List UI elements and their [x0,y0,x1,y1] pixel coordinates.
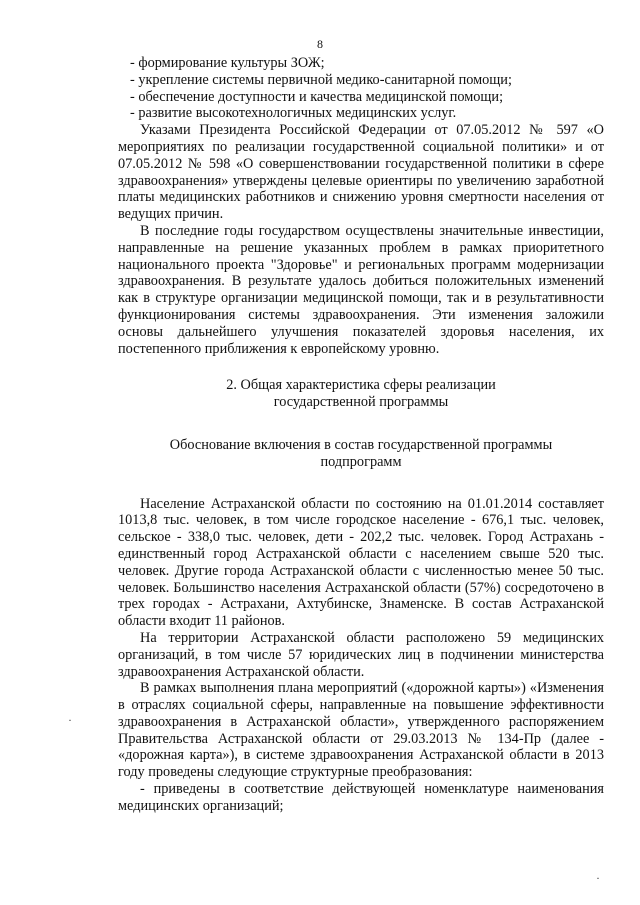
paragraph: На территории Астраханской области расположено 59 медицинских организаций, в том числе 57 юридических лиц в подчинении министерства здравоохранения Астраханской области. [118,629,604,680]
paragraph: - приведены в соответствие действующей номенклатуре наименования медицинских организаций; [118,781,604,814]
subsection-heading-line: Обоснование включения в состав государственной программы [169,436,553,453]
scan-mark: · [596,871,600,885]
subsection-heading [118,437,604,471]
paragraph: В последние годы государством осуществлены значительные инвестиции, направленные на решение указанных проблем в рамках приоритетного национального проекта "Здоровье" и региональных программ модернизации здравоохранения. В результате удалось добиться положительных изменений как в структуре организации медицинской помощи, так и в результативности функционирования системы здравоохранения. Эти изменения заложили основы дальнейшего улучшения показателей здоровья населения, их постепенного приближения к европейскому уровню. [118,222,604,357]
subsection-heading-line: подпрограмм [320,453,402,470]
list-item: - укрепление системы первичной медико-санитарной помощи; [130,71,512,88]
page-number: 8 [317,37,323,51]
section-heading-line: государственной программы [273,394,449,411]
list-item: - обеспечение доступности и качества медицинской помощи; [130,88,504,105]
paragraph: В рамках выполнения плана мероприятий («дорожной карты») «Изменения в отраслях социальной сферы, направленные на повышение эффективности здравоохранения в Астраханской области», утвержденного распоряжением Правительства Астраханской области от 29.03.2013 № 134-Пр (далее - «дорожная карта»), в системе здравоохранения Астраханской области в 2013 году проведены следующие структурные преобразования: [118,680,604,781]
paragraph: Указами Президента Российской Федерации от 07.05.2012 № 597 «О мероприятиях по реализации государственной социальной политики» и от 07.05.2012 № 598 «О совершенствовании государственной политики в сфере здравоохранения» утверждены целевые ориентиры по увеличению заработной платы медицинских работников и снижению уровня смертности населения от ведущих причин. [118,122,604,223]
section-heading-line: 2. Общая характеристика сферы реализации [226,377,496,394]
list-item: - формирование культуры ЗОЖ; [130,55,325,71]
paragraph: Население Астраханской области по состоянию на 01.01.2014 составляет 1013,8 тыс. человек, в том числе городское население - 676,1 тыс. человек, сельское - 338,0 тыс. человек, дети - 202,2 тыс. человек. Город Астрахань - единственный город Астраханской области с населением свыше 520 тыс. человек. Другие города Астраханской области с численностью менее 50 тыс. человек. Большинство населения Астраханской области (57%) сосредоточено в трех городах - Астрахани, Ахтубинске, Знаменске. В состав Астраханской области входит 11 районов. [118,495,604,630]
section-heading [118,377,604,411]
document-body [118,55,604,815]
list-item: - развитие высокотехнологичных медицинских услуг. [130,105,457,122]
scan-mark: · [68,713,72,727]
